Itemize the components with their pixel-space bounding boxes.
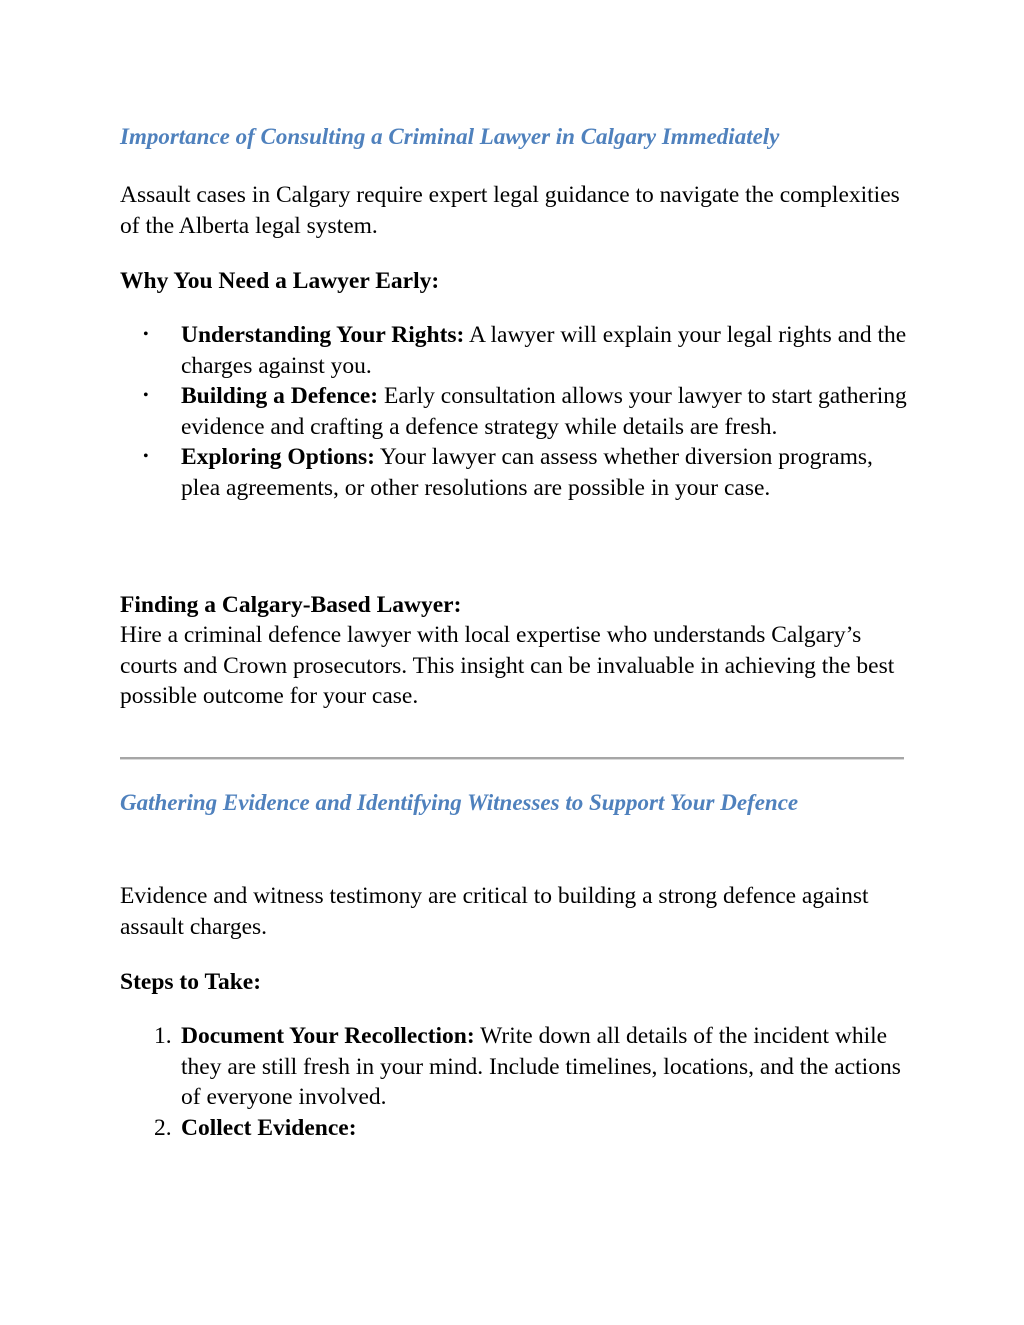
list-item-text: Write down all details of the incident while they are still fresh in your mind. Include timelines, locations, and the actions of everyone involved. bbox=[181, 1023, 901, 1110]
list-item-title: Collect Evidence: bbox=[181, 1114, 357, 1141]
list-item bbox=[120, 381, 910, 442]
intro-paragraph: Assault cases in Calgary require expert legal guidance to navigate the complexities of the Alberta legal system. bbox=[120, 182, 900, 239]
bullet-icon: • bbox=[143, 387, 149, 404]
list-item-title: Understanding Your Rights: bbox=[181, 322, 465, 348]
step-number: 2. bbox=[154, 1114, 172, 1141]
finding-lawyer-paragraph: Hire a criminal defence lawyer with local expertise who understands Calgary’s courts and Crown prosecutors. This insight can be invaluable in achieving the best possible outcome for your case. bbox=[120, 622, 895, 709]
step-number: 1. bbox=[154, 1023, 172, 1049]
list-item-text: Your lawyer can assess whether diversion programs, plea agreements, or other resolutions are possible in your case. bbox=[181, 444, 873, 501]
list-item-text: Early consultation allows your lawyer to start gathering evidence and crafting a defence strategy while details are fresh. bbox=[181, 383, 907, 440]
steps-heading: Steps to Take: bbox=[120, 969, 262, 995]
list-item-title: Document Your Recollection: bbox=[181, 1023, 475, 1049]
steps-numbered-list bbox=[120, 1021, 910, 1143]
list-item bbox=[120, 320, 910, 381]
bullet-icon: • bbox=[143, 326, 149, 343]
finding-lawyer-heading: Finding a Calgary-Based Lawyer: bbox=[120, 592, 462, 618]
list-item bbox=[120, 442, 910, 503]
section-heading-consulting-lawyer: Importance of Consulting a Criminal Lawyer in Calgary Immediately bbox=[120, 124, 780, 149]
list-item bbox=[120, 1021, 910, 1113]
bullet-icon: • bbox=[143, 448, 149, 465]
reasons-bullet-list bbox=[120, 320, 910, 503]
why-lawyer-heading: Why You Need a Lawyer Early: bbox=[120, 268, 440, 294]
list-item bbox=[120, 1113, 910, 1144]
list-item-title: Building a Defence: bbox=[181, 383, 379, 409]
list-item-title: Exploring Options: bbox=[181, 444, 375, 470]
list-item-text: A lawyer will explain your legal rights and the charges against you. bbox=[181, 322, 907, 379]
section-divider bbox=[120, 757, 904, 760]
section-heading-gathering-evidence: Gathering Evidence and Identifying Witnesses to Support Your Defence bbox=[120, 790, 799, 815]
evidence-intro-paragraph: Evidence and witness testimony are critical to building a strong defence against assault charges. bbox=[120, 883, 869, 940]
